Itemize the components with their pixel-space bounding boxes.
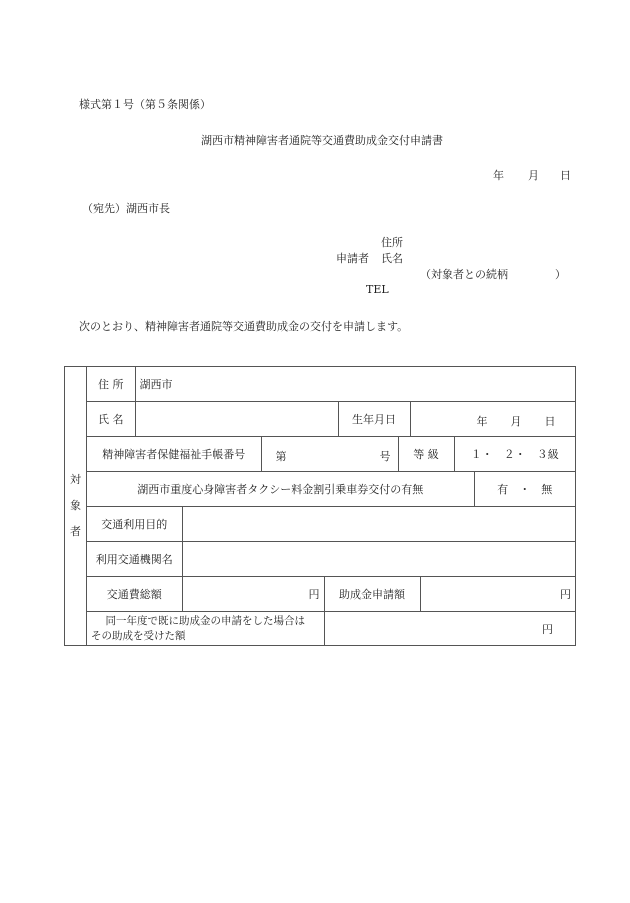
addressee: （宛先）湖西市長 [82, 202, 170, 215]
transport-label: 利用交通機関名 [95, 553, 173, 566]
address-label: 住 所 [98, 378, 124, 391]
taxi-ticket-options[interactable]: 有 ・ 無 [474, 472, 575, 506]
handbook-label: 精神障害者保健福祉手帳番号 [102, 448, 246, 461]
document-title: 湖西市精神障害者通院等交通費助成金交付申請書 [201, 134, 443, 147]
applicant-address-label: 住所 [381, 236, 403, 249]
purpose-field[interactable] [182, 507, 575, 541]
tel-label: TEL [366, 283, 389, 296]
yen-unit: 円 [308, 588, 320, 601]
birth-month-label: 月 [510, 415, 522, 428]
birth-day-label: 日 [544, 415, 556, 428]
yen-unit: 円 [560, 588, 571, 601]
prior-subsidy-label: 同一年度で既に助成金の申請をした場合は その助成を受けた額 [91, 614, 305, 642]
intro-text: 次のとおり、精神障害者通院等交通費助成金の交付を申請します。 [79, 320, 409, 333]
subsidy-label: 助成金申請額 [324, 577, 420, 611]
total-cost-field[interactable] [182, 577, 324, 611]
applicant-label: 申請者 [336, 252, 369, 265]
transport-field[interactable] [182, 542, 575, 576]
subsidy-field[interactable] [420, 577, 575, 611]
subject-side-label: 対 象 者 [65, 367, 87, 646]
form-number: 様式第１号（第５条関係） [79, 98, 211, 111]
birthdate-field[interactable] [410, 402, 575, 436]
name-label: 氏 名 [98, 413, 124, 426]
relation-close: ） [555, 268, 566, 281]
birthdate-label: 生年月日 [338, 402, 410, 436]
application-table [64, 366, 576, 646]
grade-label: 等 級 [398, 437, 454, 471]
relation-label: （対象者との続柄 [420, 268, 508, 281]
total-cost-label: 交通費総額 [106, 588, 162, 601]
handbook-prefix: 第 [275, 450, 287, 463]
yen-unit: 円 [542, 622, 553, 636]
name-field[interactable] [135, 402, 338, 436]
purpose-label: 交通利用目的 [101, 518, 168, 531]
address-field[interactable]: 湖西市 [135, 367, 575, 401]
prior-subsidy-field[interactable] [324, 612, 575, 645]
date-month-label: 月 [528, 169, 539, 182]
handbook-number-field[interactable] [261, 437, 398, 471]
grade-options[interactable]: １・ ２・ ３級 [454, 437, 575, 471]
applicant-name-label: 氏名 [381, 252, 403, 265]
handbook-suffix: 号 [379, 450, 391, 463]
date-year-label: 年 [493, 169, 504, 182]
taxi-ticket-label: 湖西市重度心身障害者タクシー料金割引乗車券交付の有無 [137, 483, 424, 496]
birth-year-label: 年 [476, 415, 488, 428]
date-day-label: 日 [560, 169, 571, 182]
